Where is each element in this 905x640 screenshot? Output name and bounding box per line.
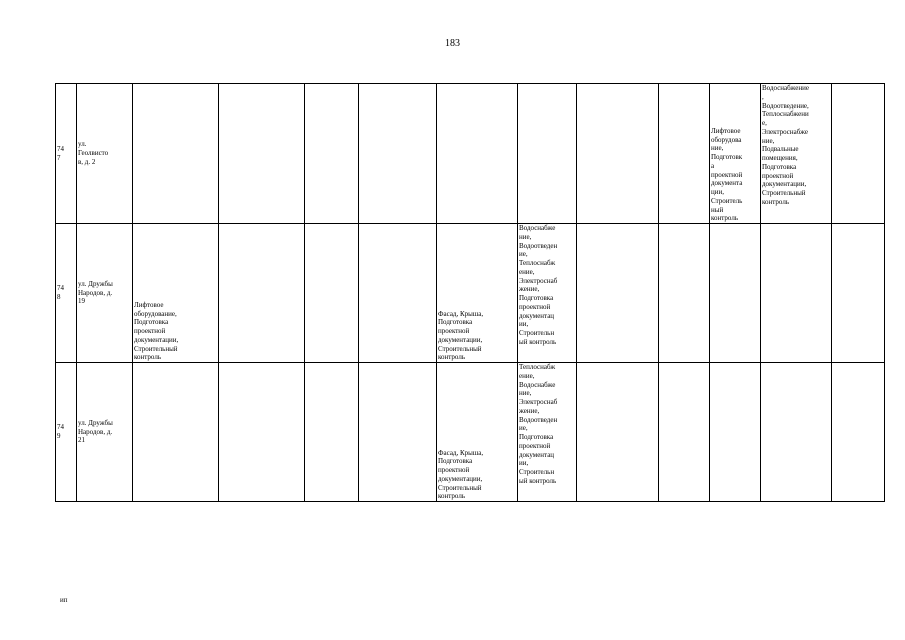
table-cell	[305, 363, 359, 502]
table-cell	[359, 363, 437, 502]
table-cell: Фасад, Крыша, Подготовка проектной документации, Строительный контроль	[437, 224, 518, 363]
table-row	[56, 224, 885, 363]
table-cell	[359, 84, 437, 224]
table-cell	[219, 224, 305, 363]
table-cell: Фасад, Крыша, Подготовка проектной документации, Строительный контроль	[437, 363, 518, 502]
table-cell: Лифтовое оборудова ние, Подготовк а проектной документа ции, Строитель ный контроль	[710, 84, 761, 224]
table-cell	[710, 363, 761, 502]
table-cell	[659, 224, 710, 363]
table-cell	[659, 363, 710, 502]
table-cell	[659, 84, 710, 224]
table-cell	[219, 363, 305, 502]
table-cell	[577, 84, 659, 224]
footer-mark: ип	[60, 596, 68, 604]
table-cell	[832, 363, 885, 502]
table-cell	[133, 84, 219, 224]
table-cell	[437, 84, 518, 224]
table-cell	[518, 84, 577, 224]
table-cell	[577, 224, 659, 363]
table-cell: Лифтовое оборудование, Подготовка проектной документации, Строительный контроль	[133, 224, 219, 363]
table-cell: Водоснабжение , Водоотведение, Теплоснабжени е, Электроснабже ние, Подвальные помещения, Подготовка проектной документации, Строительный контроль	[761, 84, 832, 224]
page-number: 183	[445, 38, 460, 49]
table-cell: Водоснабже ние, Водоотведен ие, Теплоснабж ение, Электроснаб жение, Подготовка проектной документац ии, Строительн ый контроль	[518, 224, 577, 363]
table-row	[56, 84, 885, 224]
table-cell	[710, 224, 761, 363]
table-cell	[832, 224, 885, 363]
table-cell: Теплоснабж ение, Водоснабже ние, Электроснаб жение, Водоотведен ие, Подготовка проектной документац ии, Строительн ый контроль	[518, 363, 577, 502]
table-cell	[359, 224, 437, 363]
row-number-cell: 74 8	[56, 224, 77, 363]
address-cell: ул. Дружбы Народов, д. 21	[77, 363, 133, 502]
table-cell	[219, 84, 305, 224]
table-cell	[305, 224, 359, 363]
row-number-cell: 74 7	[56, 84, 77, 224]
row-number-cell: 74 9	[56, 363, 77, 502]
table-cell	[761, 224, 832, 363]
table-cell	[832, 84, 885, 224]
address-cell: ул. Геолвисто в, д. 2	[77, 84, 133, 224]
table-cell	[305, 84, 359, 224]
repair-schedule-table	[55, 83, 885, 502]
table-cell	[761, 363, 832, 502]
address-cell: ул. Дружбы Народов, д. 19	[77, 224, 133, 363]
table-cell	[133, 363, 219, 502]
table-cell	[577, 363, 659, 502]
table-row	[56, 363, 885, 502]
